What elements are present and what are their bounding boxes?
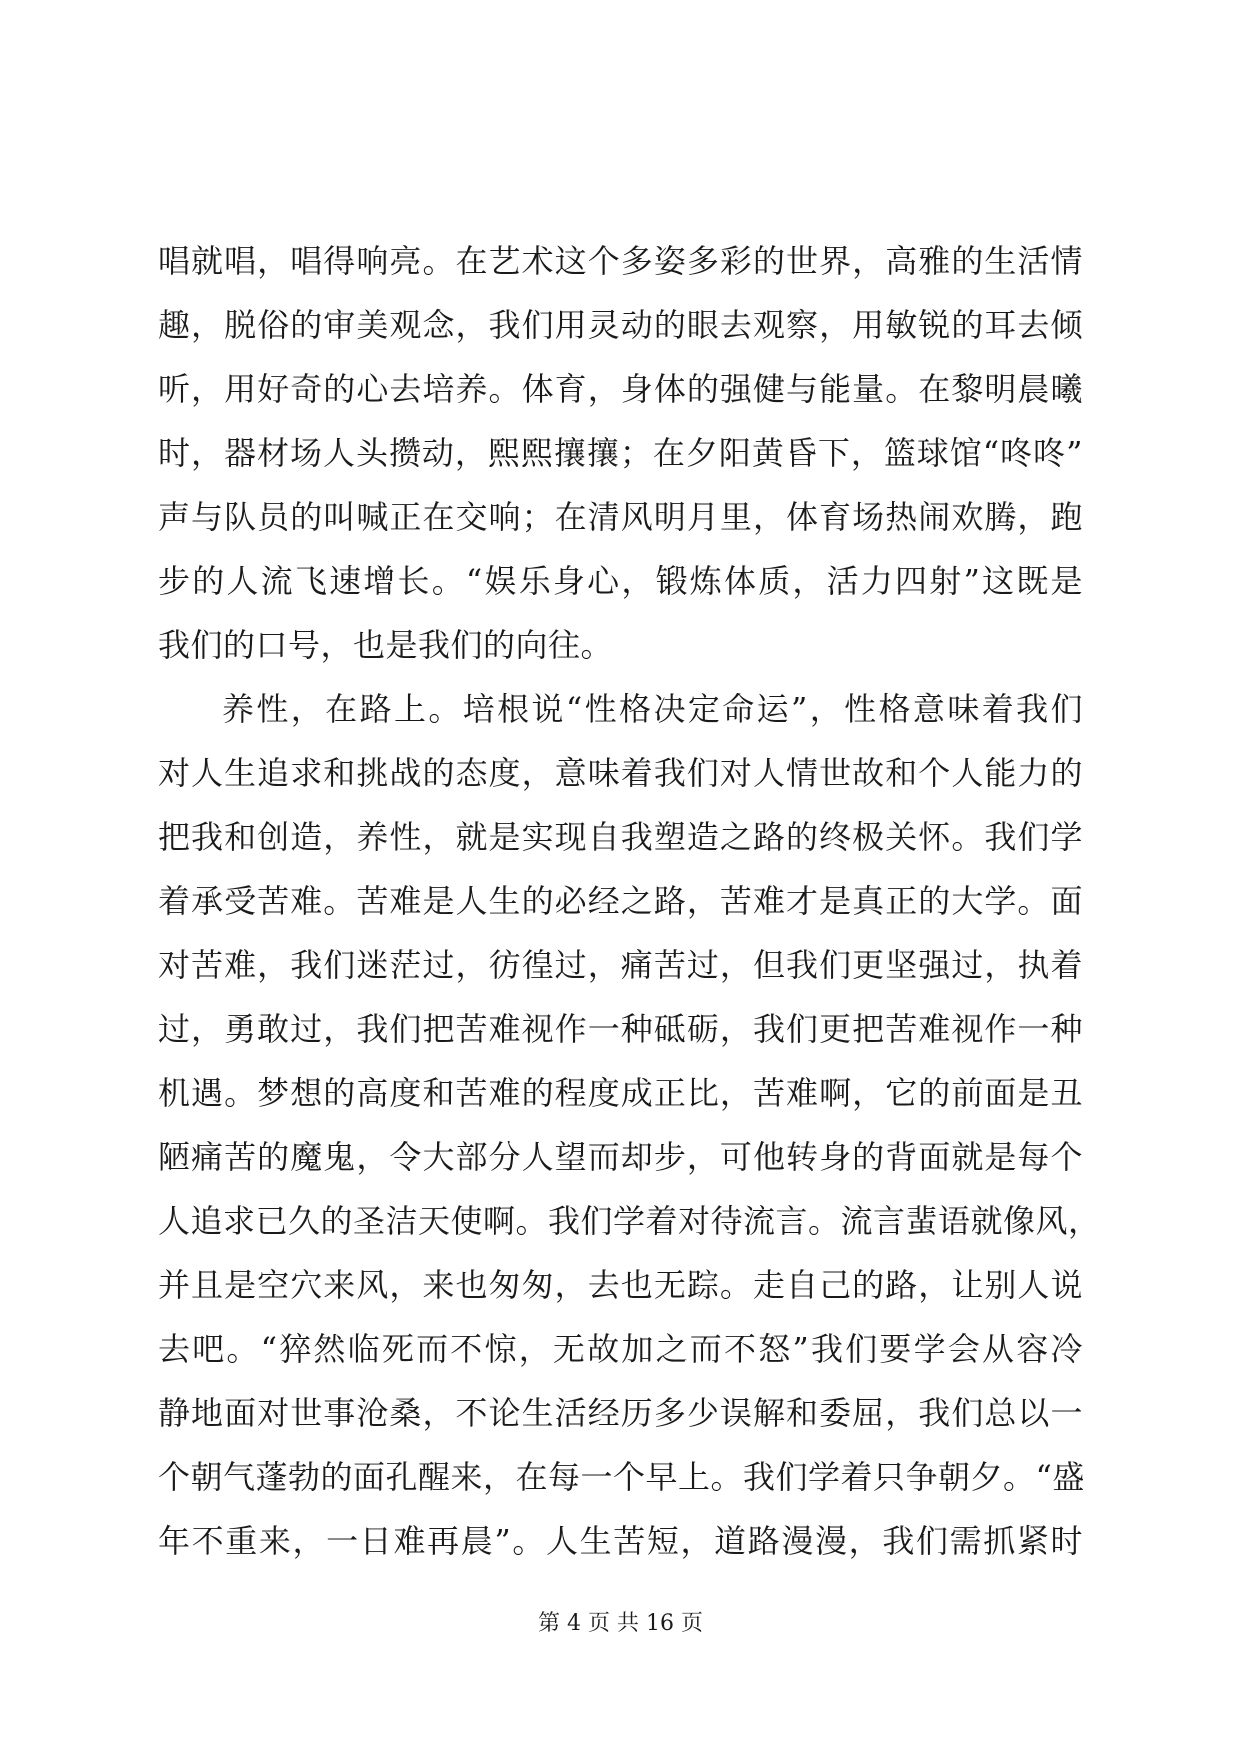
text-line: 静地面对世事沧桑，不论生活经历多少误解和委屈，我们总以一 — [158, 1394, 1083, 1432]
page-number-footer: 第 4 页 共 16 页 — [538, 1611, 703, 1636]
paragraph-2 — [158, 677, 1101, 1573]
text-line: 趣，脱俗的审美观念，我们用灵动的眼去观察，用敏锐的耳去倾 — [158, 306, 1083, 344]
text-line: 对苦难，我们迷茫过，彷徨过，痛苦过，但我们更坚强过，执着 — [158, 946, 1083, 984]
text-line: 并且是空穴来风，来也匆匆，去也无踪。走自己的路，让别人说 — [158, 1266, 1083, 1304]
text-line: 声与队员的叫喊正在交响；在清风明月里，体育场热闹欢腾，跑 — [158, 498, 1083, 536]
text-line: 陋痛苦的魔鬼，令大部分人望而却步，可他转身的背面就是每个 — [158, 1138, 1083, 1176]
text-line: 听，用好奇的心去培养。体育，身体的强健与能量。在黎明晨曦 — [158, 370, 1083, 408]
body-text — [158, 229, 1101, 1573]
text-line: 对人生追求和挑战的态度，意味着我们对人情世故和个人能力的 — [158, 754, 1083, 792]
text-line: 过，勇敢过，我们把苦难视作一种砥砺，我们更把苦难视作一种 — [158, 1010, 1083, 1048]
paragraph-1 — [158, 229, 1083, 677]
text-line: 养性，在路上。培根说“性格决定命运”，性格意味着我们 — [222, 690, 1083, 728]
text-line: 个朝气蓬勃的面孔醒来，在每一个早上。我们学着只争朝夕。“盛 — [158, 1458, 1085, 1496]
text-line: 步的人流飞速增长。“娱乐身心，锻炼体质，活力四射”这既是 — [158, 562, 1083, 600]
text-line: 时，器材场人头攒动，熙熙攘攘；在夕阳黄昏下，篮球馆“咚咚” — [158, 434, 1083, 472]
text-line: 唱就唱，唱得响亮。在艺术这个多姿多彩的世界，高雅的生活情 — [158, 242, 1083, 280]
text-line: 把我和创造，养性，就是实现自我塑造之路的终极关怀。我们学 — [158, 818, 1083, 856]
text-line: 去吧。“猝然临死而不惊，无故加之而不怒”我们要学会从容冷 — [158, 1330, 1083, 1368]
text-line: 我们的口号，也是我们的向往。 — [158, 626, 614, 664]
text-line: 人追求已久的圣洁天使啊。我们学着对待流言。流言蜚语就像风， — [158, 1202, 1101, 1240]
text-line: 着承受苦难。苦难是人生的必经之路，苦难才是真正的大学。面 — [158, 882, 1083, 920]
text-line: 机遇。梦想的高度和苦难的程度成正比，苦难啊，它的前面是丑 — [158, 1074, 1083, 1112]
text-line: 年不重来，一日难再晨”。人生苦短，道路漫漫，我们需抓紧时 — [158, 1522, 1083, 1560]
